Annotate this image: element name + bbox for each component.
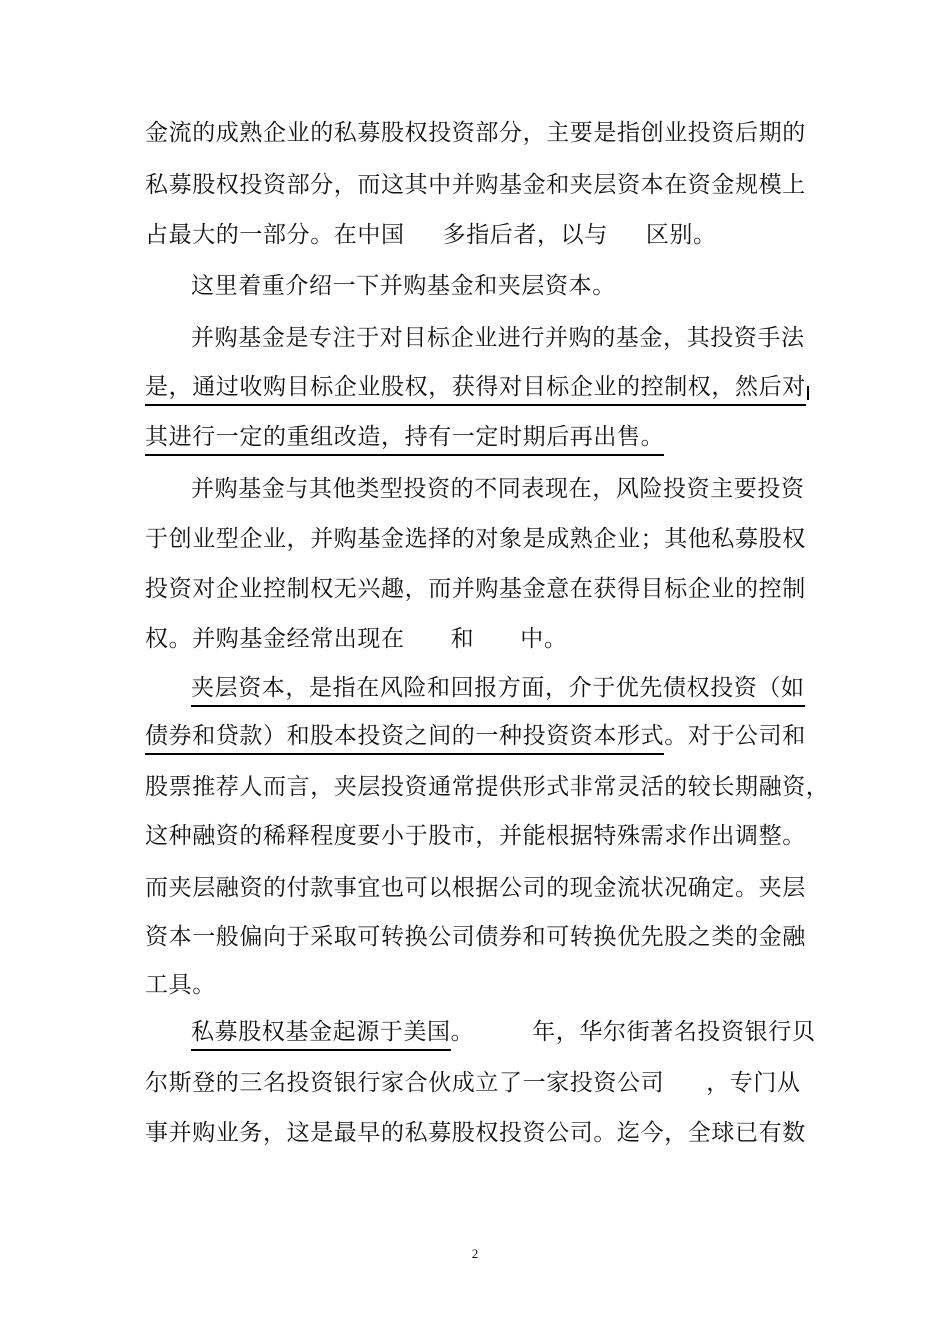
underlined-text: 夹层资本，是指在风险和回报方面，介于优先债权投资（如 (191, 675, 805, 707)
text-line: 并购基金与其他类型投资的不同表现在，风险投资主要投资 (191, 476, 805, 502)
text-line: 占最大的一部分。在中国 多指后者，以与 区别。 (145, 222, 717, 248)
margin-mark (807, 386, 809, 400)
text-line: 权。并购基金经常出现在 和 中。 (145, 626, 568, 652)
text-line: 私募股权投资部分，而这其中并购基金和夹层资本在资金规模上 (145, 172, 806, 198)
text-line: 这里着重介绍一下并购基金和夹层资本。 (191, 273, 616, 299)
underlined-text: 是，通过收购目标企业股权，获得对目标企业的控制权，然后对 (145, 374, 806, 406)
text-line: 事并购业务，这是最早的私募股权投资公司。迄今，全球已有数 (145, 1120, 806, 1146)
text-line (145, 372, 810, 422)
text-line: 工具。 (145, 972, 216, 998)
text-line: 投资对企业控制权无兴趣，而并购基金意在获得目标企业的控制 (145, 576, 806, 602)
underlined-text: 债券和贷款）和股本投资之间的一种投资资本形式 (145, 723, 664, 755)
underlined-text: 私募股权基金起源于美国 (191, 1019, 451, 1051)
text-line: 股票推荐人而言，夹层投资通常提供形式非常灵活的较长期融资， (145, 774, 830, 800)
text-line: 资本一般偏向于采取可转换公司债券和可转换优先股之类的金融 (145, 924, 806, 950)
text-line: 这种融资的稀释程度要小于股市，并能根据特殊需求作出调整。 (145, 823, 806, 849)
text-line: 于创业型企业，并购基金选择的对象是成熟企业；其他私募股权 (145, 526, 806, 552)
text-line: 尔斯登的三名投资银行家合伙成立了一家投资公司 ，专门从 (145, 1070, 801, 1096)
text-line: 而夹层融资的付款事宜也可以根据公司的现金流状况确定。夹层 (145, 875, 806, 901)
text-line: 并购基金是专注于对目标企业进行并购的基金，其投资手法 (191, 325, 805, 351)
underlined-text: 其进行一定的重组改造，持有一定时期后再出售。 (145, 424, 664, 456)
text-line (145, 422, 810, 472)
text-line: 债券和贷款）和股本投资之间的一种投资资本形式。对于公司和 (145, 721, 810, 771)
text-line: 私募股权基金起源于美国。 年，华尔街著名投资银行贝 (191, 1017, 856, 1067)
page-number: 2 (471, 1246, 479, 1261)
text-line: 金流的成熟企业的私募股权投资部分，主要是指创业投资后期的 (145, 120, 806, 146)
text-line (191, 673, 856, 723)
